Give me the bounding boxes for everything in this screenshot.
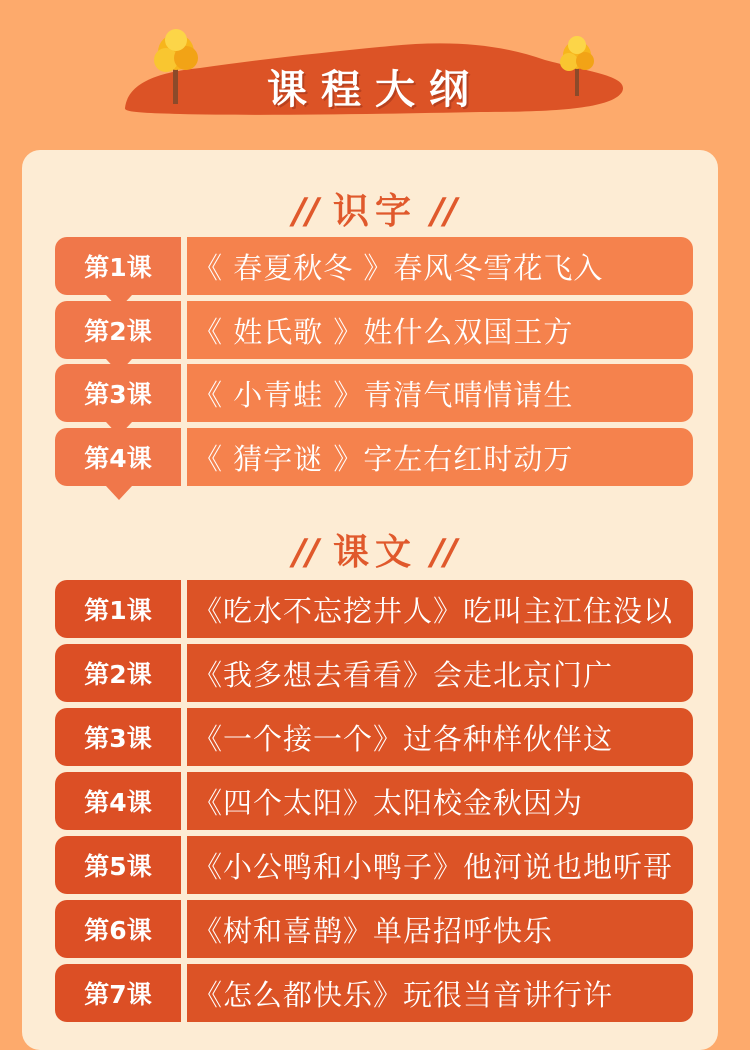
- slash-decoration-left: //: [292, 532, 319, 573]
- slash-decoration-right: //: [431, 191, 458, 232]
- connector-notch: [106, 486, 132, 500]
- lesson-number: 第6课: [55, 900, 181, 958]
- list-item[interactable]: [55, 364, 693, 422]
- section-title-label: 课文: [332, 532, 417, 573]
- slash-decoration-left: //: [292, 191, 319, 232]
- list-item[interactable]: [55, 964, 693, 1012]
- lesson-number: 第4课: [55, 772, 181, 830]
- list-item[interactable]: [55, 772, 693, 830]
- list-item[interactable]: [55, 580, 693, 638]
- list-item[interactable]: [55, 836, 693, 894]
- lesson-content: 《吃水不忘挖井人》吃叫主江住没以: [187, 580, 693, 638]
- lesson-number: 第3课: [55, 364, 181, 422]
- list-item[interactable]: [55, 301, 693, 359]
- lesson-content: 《树和喜鹊》单居招呼快乐: [187, 900, 693, 958]
- list-item[interactable]: [55, 708, 693, 766]
- lesson-content: 《四个太阳》太阳校金秋因为: [187, 772, 693, 830]
- page-title: 课程大纲: [267, 67, 483, 113]
- lesson-content: 《 小青蛙 》青清气晴情请生: [187, 364, 693, 422]
- lesson-content: 《怎么都快乐》玩很当音讲行许: [187, 964, 693, 1022]
- lesson-number: 第2课: [55, 301, 181, 359]
- lesson-number: 第7课: [55, 964, 181, 1022]
- section-title-label: 识字: [332, 191, 417, 232]
- lesson-number: 第5课: [55, 836, 181, 894]
- lesson-number: 第1课: [55, 580, 181, 638]
- lesson-content: 《 姓氏歌 》姓什么双国王方: [187, 301, 693, 359]
- slash-decoration-right: //: [431, 532, 458, 573]
- list-item[interactable]: [55, 428, 693, 486]
- list-item[interactable]: [55, 900, 693, 958]
- section-title-literacy: [0, 183, 750, 234]
- lesson-number: 第3课: [55, 708, 181, 766]
- list-item[interactable]: [55, 237, 693, 295]
- lesson-content: 《小公鸭和小鸭子》他河说也地听哥: [187, 836, 693, 894]
- lesson-number: 第2课: [55, 644, 181, 702]
- lesson-content: 《 春夏秋冬 》春风冬雪花飞入: [187, 237, 693, 295]
- lesson-content: 《我多想去看看》会走北京门广: [187, 644, 693, 702]
- lesson-content: 《一个接一个》过各种样伙伴这: [187, 708, 693, 766]
- header-banner: [0, 0, 750, 140]
- section-title-texts: [0, 524, 750, 575]
- lesson-number: 第4课: [55, 428, 181, 486]
- lesson-number: 第1课: [55, 237, 181, 295]
- list-item[interactable]: [55, 644, 693, 702]
- lesson-content: 《 猜字谜 》字左右红时动万: [187, 428, 693, 486]
